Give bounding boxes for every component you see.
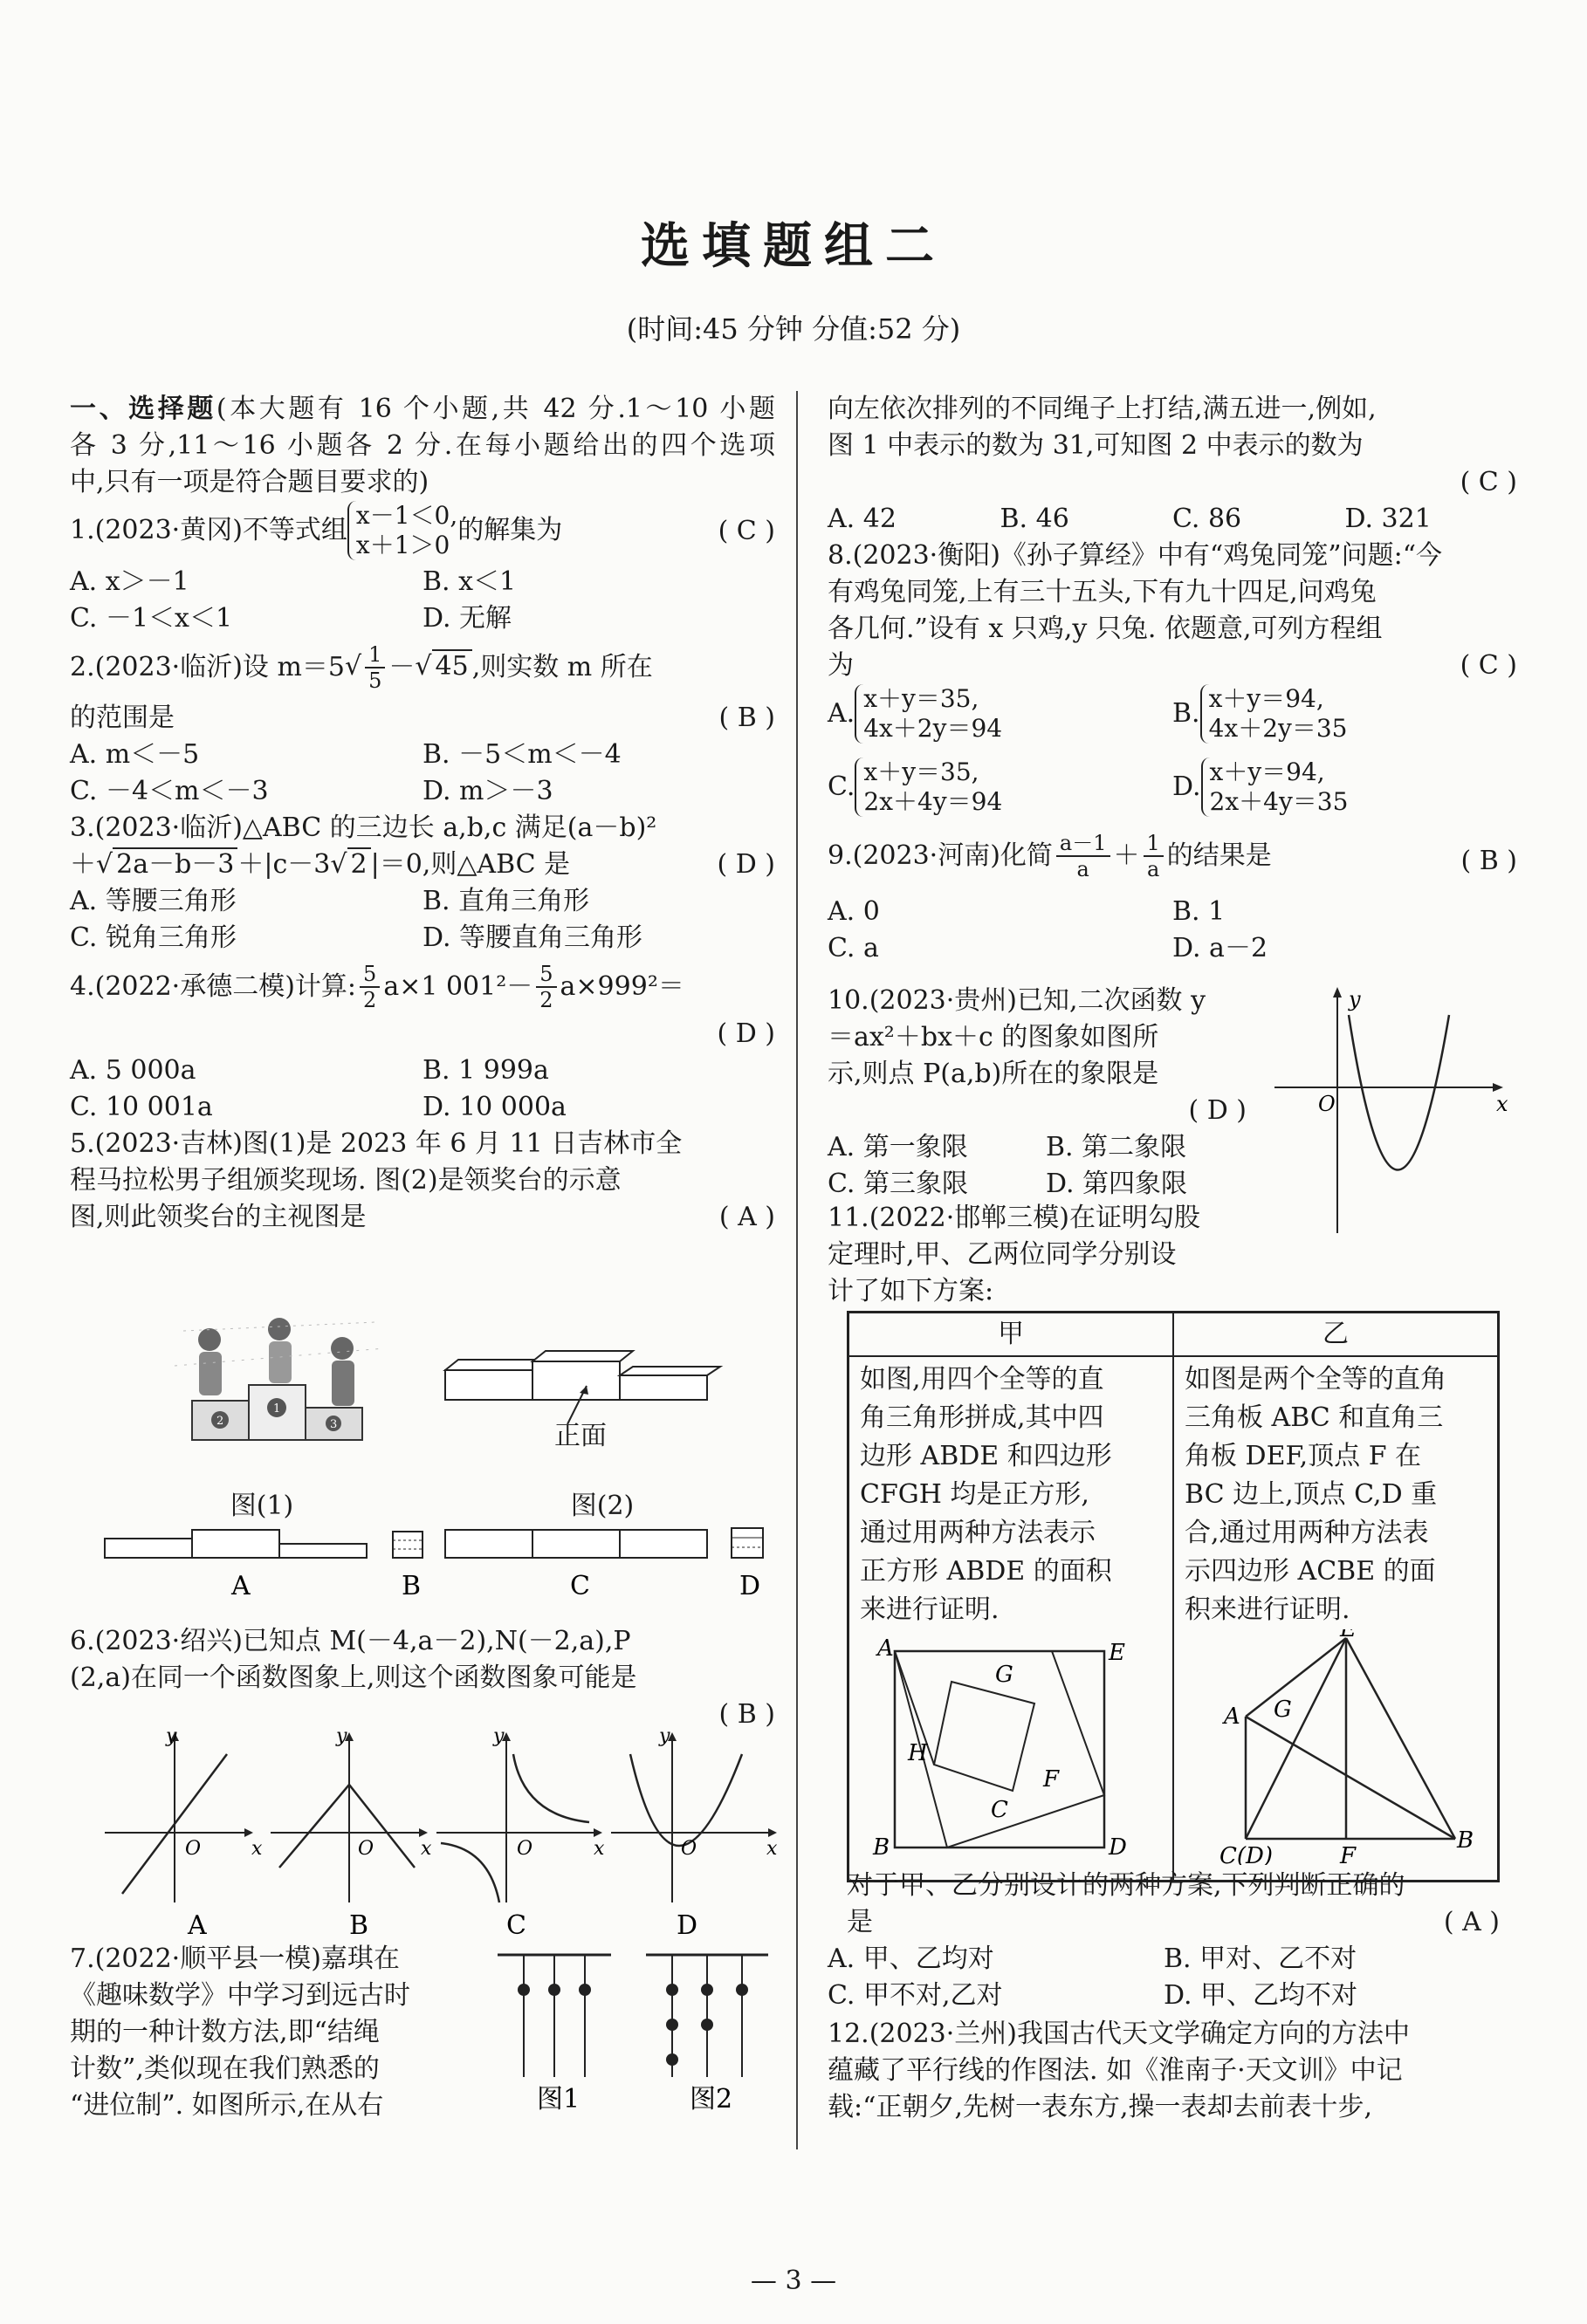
- podium-num-2: 2: [216, 1415, 224, 1428]
- podium-num-1: 1: [273, 1402, 281, 1416]
- svg-text:O: O: [358, 1838, 374, 1860]
- choice-label-a: A: [231, 1571, 251, 1601]
- answer-3: ( D ): [717, 849, 775, 880]
- left-column: [70, 391, 775, 1236]
- answer-6: ( B ): [718, 1699, 775, 1730]
- choice-label-b: B: [402, 1571, 422, 1601]
- q5-fig1-caption: 图(1): [230, 1491, 294, 1521]
- options-3: A. 等腰三角形 B. 直角三角形 C. 锐角三角形 D. 等腰直角三角形: [70, 886, 643, 953]
- question-5: 5.(2023·吉林)图(1)是 2023 年 6 月 11 日吉林市全: [70, 1128, 683, 1159]
- svg-text:O: O: [1318, 1092, 1336, 1116]
- question-4: 4.(2022·承德二模)计算: $\frac{5}{2}$ a×1 001²－ $\frac{5}{2}$ a×999²＝: [70, 962, 684, 1012]
- q5-choices: [96, 1523, 777, 1601]
- options-7: A. 42 B. 46 C. 86 D. 321: [828, 504, 1432, 534]
- choice-label-d: D: [739, 1571, 761, 1601]
- options-9: A. 0 B. 1 C. a D. a－2: [828, 896, 1268, 963]
- svg-text:A: A: [1224, 1704, 1240, 1730]
- q6-graphs: [96, 1728, 777, 1937]
- question-3-line-2: ＋√ 2a－b－3 ＋|c－3√ 2 |＝0,则△ABC 是 ( D ): [70, 847, 775, 883]
- parabola-graph: [1274, 984, 1510, 1237]
- question-5-line-2: 程马拉松男子组颁奖现场. 图(2)是领奖台的示意: [70, 1165, 622, 1196]
- answer-9: ( B ): [1460, 846, 1517, 876]
- q6-label-c: C: [506, 1910, 526, 1937]
- svg-text:x: x: [1496, 1092, 1508, 1116]
- svg-text:F: F: [1043, 1766, 1060, 1793]
- column-divider: [796, 391, 798, 2149]
- svg-text:G: G: [1274, 1697, 1292, 1723]
- right-column: 向左依次排列的不同绳子上打结,满五进一,例如, 图 1 中表示的数为 31,可知图 2 中表示的数为 ( C ) A. 42 B. 46 C. 86 D. 321 8.(2023·衡阳)《孙子算经》中有“鸡兔同笼”问题:“今 有鸡兔同笼,上有三十五头,下有九十四足,问鸡兔 各几何.”设有 x 只鸡,y 只兔. 依题意,可列方程组 为 ( C ) A. x＋y＝35, 4x＋2y＝94 B. x＋y＝94, 4x＋2y＝35 C. x＋y＝35, 2x＋4y＝94 D. x＋y＝94, 2x＋4y＝35 9.(2023·河南)化简 $\frac{a-1}{a}$ ＋ $\frac{1}{a}$ 的结果是 ( B ) A. 0 B. 1 C. a D. a－2: [828, 391, 1517, 967]
- proof-cell-a: 如图,用四个全等的直 角三角形拼成,其中四 边形 ABDE 和四边形 CFGH 均是正方形, 通过用两种方法表示 正方形 ABDE 的面积 来进行证明. A E G H F C B D: [848, 1356, 1174, 1882]
- q6-label-d: D: [677, 1910, 698, 1937]
- answer-8: ( C ): [1460, 650, 1517, 681]
- question-11: 11.(2022·邯郸三模)在证明勾股 定理时,甲、乙两位同学分别设 计了如下方案:: [828, 1203, 1201, 1306]
- proof-table: [847, 1311, 1500, 1882]
- svg-text:y: y: [493, 1728, 505, 1747]
- question-2: 2.(2023·临沂)设 m＝5√ $\frac{1}{5}$ －√ 45 ,则实数 m 所在: [70, 642, 653, 693]
- answer-4: ( D ): [717, 1018, 775, 1049]
- svg-text:y: y: [1349, 987, 1361, 1011]
- question-5-line-3: 图,则此领奖台的主视图是 ( A ): [70, 1199, 775, 1236]
- graph-a: [105, 1728, 263, 1902]
- svg-text:x: x: [766, 1838, 777, 1860]
- question-2-line-2: 的范围是 ( B ): [70, 700, 775, 737]
- answer-10: ( D ): [1188, 1095, 1247, 1126]
- proof-head-a: 甲: [848, 1313, 1174, 1357]
- svg-text:x: x: [594, 1838, 605, 1860]
- choice-d-view: [732, 1528, 763, 1558]
- page-number: — 3 —: [750, 2266, 837, 2296]
- question-3: 3.(2023·临沂)△ABC 的三边长 a,b,c 满足(a－b)²: [70, 812, 657, 843]
- question-10: 10.(2023·贵州)已知,二次函数 y ＝ax²＋bx＋c 的图象如图所 示,则点 P(a,b)所在的象限是 ( D ) A. 第一象限 B. 第二象限 C. 第三象限 D. 第四象限: [828, 985, 1247, 1199]
- question-12: 12.(2023·兰州)我国古代天文学确定方向的方法中 蕴藏了平行线的作图法. 如《淮南子·天文训》中记 载:“正朝夕,先树一表东方,操一表却去前表十步,: [828, 2019, 1411, 2122]
- section-intro-3: 中,只有一项是符合题目要求的): [70, 467, 429, 497]
- answer-2: ( B ): [718, 703, 775, 733]
- options-8: A. x＋y＝35, 4x＋2y＝94 B. x＋y＝94, 4x＋2y＝35 C. x＋y＝35, 2x＋4y＝94 D. x＋y＝94, 2x＋4y＝35: [828, 684, 1349, 816]
- proof-figure-b: [1185, 1629, 1473, 1865]
- question-9: 9.(2023·河南)化简 $\frac{a-1}{a}$ ＋ $\frac{1}{a}$ 的结果是 ( B ): [828, 831, 1517, 881]
- question-7-cont-1: 向左依次排列的不同绳子上打结,满五进一,例如,: [828, 394, 1377, 424]
- svg-text:E: E: [1109, 1640, 1125, 1666]
- graph-c: [436, 1728, 605, 1902]
- question-1: 1.(2023·黄冈)不等式组 x－1＜0, x＋1＞0 的解集为 ( C ): [70, 501, 775, 559]
- proof-head-b: 乙: [1173, 1313, 1499, 1357]
- svg-text:D: D: [1109, 1834, 1127, 1861]
- choice-b-view: [393, 1532, 423, 1558]
- svg-text:B: B: [873, 1834, 890, 1861]
- front-label: 正面: [554, 1421, 607, 1451]
- options-4: A. 5 000a B. 1 999a C. 10 001a D. 10 000a: [70, 1055, 567, 1122]
- svg-text:O: O: [185, 1838, 202, 1860]
- page-subtitle: (时间:45 分钟 分值:52 分): [626, 312, 961, 346]
- q6-label-a: A: [188, 1910, 207, 1937]
- svg-text:G: G: [995, 1662, 1013, 1688]
- options-2: A. m＜－5 B. －5＜m＜－4 C. －4＜m＜－3 D. m＞－3: [70, 739, 622, 806]
- svg-text:A: A: [877, 1635, 894, 1662]
- proof-cell-b: 如图是两个全等的直角 三角板 ABC 和直角三 角板 DEF,顶点 F 在 BC 边上,顶点 C,D 重 合,通过用两种方法表 示四边形 ACBE 的面 积来进行证明. E A G C(D) F B: [1173, 1356, 1499, 1882]
- svg-text:C(D): C(D): [1219, 1843, 1274, 1865]
- choice-a-view: [105, 1530, 367, 1558]
- award-ceremony-photo: [148, 1313, 402, 1453]
- question-11-after: 对于甲、乙分别设计的两种方案,下列判断正确的 是 ( A ) A. 甲、乙均对 B. 甲对、乙不对 C. 甲不对,乙对 D. 甲、乙均不对: [828, 1870, 1500, 2011]
- q6-label-b: B: [349, 1910, 369, 1937]
- section-header: 一、选择题(本大题有 16 个小题,共 42 分.1～10 小题: [70, 394, 775, 424]
- svg-text:B: B: [1457, 1827, 1473, 1854]
- answer-1: ( C ): [718, 516, 775, 546]
- page-title: 选填题组二: [641, 217, 946, 275]
- svg-text:C: C: [991, 1797, 1008, 1823]
- svg-text:y: y: [166, 1728, 177, 1747]
- answer-7: ( C ): [1460, 467, 1517, 497]
- graph-b: [271, 1728, 432, 1902]
- knot-fig1-caption: 图1: [537, 2084, 581, 2112]
- knot-fig2-caption: 图2: [690, 2084, 733, 2112]
- choice-c-view: [445, 1530, 707, 1558]
- options-1: A. x＞－1 B. x＜1 C. －1＜x＜1 D. 无解: [70, 566, 517, 634]
- svg-text:F: F: [1340, 1843, 1357, 1865]
- graph-d: [611, 1728, 777, 1902]
- section-intro-2: 各 3 分,11～16 小题各 2 分.在每小题给出的四个选项: [70, 430, 775, 461]
- svg-text:E: E: [1340, 1629, 1357, 1642]
- podium-num-3: 3: [330, 1418, 338, 1431]
- svg-text:H: H: [908, 1740, 928, 1766]
- proof-figure-a: [860, 1629, 1148, 1865]
- svg-text:O: O: [517, 1838, 533, 1860]
- knot-figures: [489, 1946, 777, 2112]
- svg-text:x: x: [421, 1838, 432, 1860]
- question-6: 6.(2023·绍兴)已知点 M(－4,a－2),N(－2,a),P (2,a)在同一个函数图象上,则这个函数图象可能是 ( B ): [70, 1623, 775, 1733]
- q5-fig2-caption: 图(2): [570, 1491, 635, 1521]
- svg-text:O: O: [681, 1838, 697, 1860]
- svg-text:y: y: [336, 1728, 347, 1747]
- question-8: 8.(2023·衡阳)《孙子算经》中有“鸡兔同笼”问题:“今: [828, 540, 1443, 571]
- answer-11: ( A ): [1443, 1907, 1500, 1937]
- answer-5: ( A ): [718, 1202, 775, 1232]
- question-7: 7.(2022·顺平县一模)嘉琪在 《趣味数学》中学习到远古时 期的一种计数方法,即“结绳 计数”,类似现在我们熟悉的 “进位制”. 如图所示,在从右: [70, 1944, 410, 2121]
- question-7-cont-2: 图 1 中表示的数为 31,可知图 2 中表示的数为: [828, 430, 1364, 461]
- svg-text:x: x: [251, 1838, 263, 1860]
- svg-text:y: y: [659, 1728, 670, 1747]
- choice-label-c: C: [570, 1571, 590, 1601]
